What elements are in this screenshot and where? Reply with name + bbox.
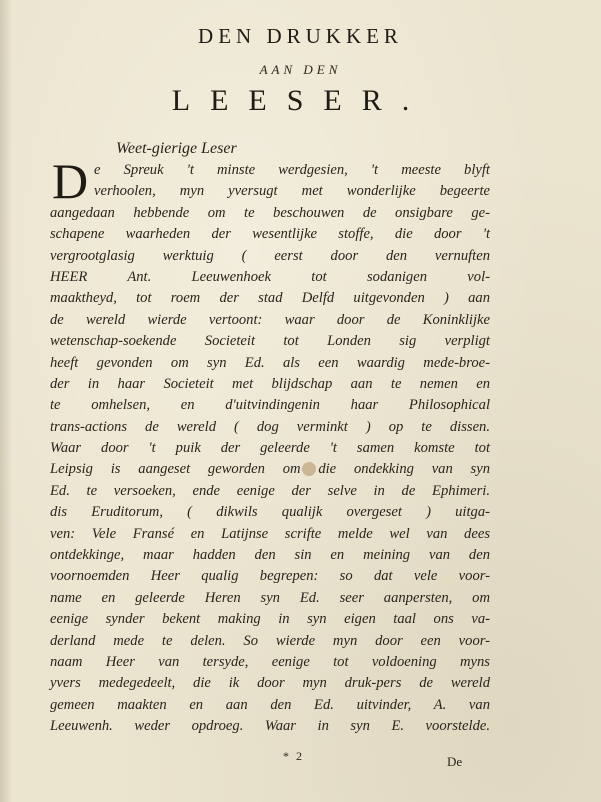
salutation: Weet-gierige Leser [116, 140, 237, 157]
paper-stain [302, 462, 316, 476]
text-line: maaktheyd, tot roem der stad Delfd uitgevonden ) aan [50, 290, 490, 307]
text-line: Leipsig is aangeset geworden om die ondekking van syn [50, 461, 490, 478]
text-line: e Spreuk 't minste werdgesien, 't meeste blyft [94, 162, 490, 178]
text-line: verhoolen, myn yversugt met wonderlijke begeerte [94, 183, 490, 200]
drop-cap: D [52, 153, 89, 209]
catchword: De [447, 754, 463, 769]
text-line: Leeuwenh. weder opdroeg. Waar in syn E. voorstelde. [50, 718, 490, 735]
text-line: gemeen maakten en aan den Ed. uitvinder, A. van [50, 696, 490, 713]
heading-aan-den: AAN DEN [259, 62, 342, 77]
text-line: aangedaan hebbende om te beschouwen de onsigbare ge- [50, 204, 490, 221]
text-line: name en geleerde Heren syn Ed. seer aanpersten, om [50, 589, 490, 606]
text-line: Ed. te versoeken, ende eenige der selve in de Ephimeri. [50, 482, 490, 499]
text-line: eenige synder bekent making in syn eigen taal ons va- [50, 611, 490, 628]
signature-mark: * 2 [283, 749, 304, 763]
text-line: Waar door 't puik der geleerde 't samen komste tot [50, 440, 490, 457]
text-line: HEER Ant. Leeuwenhoek tot sodanigen vol- [50, 268, 490, 285]
text-line: derland mede te delen. So wierde myn door een voor- [50, 632, 490, 649]
text-line: voornoemden Heer qualig begrepen: so dat vele voor- [50, 568, 490, 585]
text-line: trans-actions de wereld ( dog verminkt ) op te dissen. [50, 418, 490, 435]
text-line: heeft gevonden om syn Ed. als een waardig mede-broe- [50, 354, 490, 371]
text-line: yvers medegedeelt, die ik door myn druk-pers de wereld [50, 675, 490, 692]
text-line: schapene waarheden der wesentlijke stoffe, die door 't [50, 226, 490, 243]
text-line: der in haar Societeit met blijdschap aan te nemen en [50, 375, 490, 392]
text-line: vergrootglasig werktuig ( eerst door den vernuften [50, 247, 490, 264]
text-line: wetenschap-soekende Societeit tot Londen sig verpligt [50, 333, 490, 350]
body-paragraph [50, 160, 490, 738]
page-edge-shadow [0, 0, 12, 802]
text-line: ven: Vele Fransé en Latijnse scrifte melde wel van dees [50, 525, 490, 542]
heading-leeser: LEESER. [171, 84, 430, 117]
text-line: naam Heer van tersyde, eenige tot voldoening myns [50, 653, 490, 670]
text-line: de wereld wierde vertoont: waar door de Koninklijke [50, 311, 490, 328]
heading-den-drukker: DEN DRUKKER [198, 24, 403, 48]
text-line: dis Eruditorum, ( dikwils qualijk overgeset ) uitga- [50, 504, 490, 521]
text-line: te omhelsen, en d'uitvindingenin haar Philosophical [50, 397, 490, 414]
text-line: ontdekkinge, maar hadden den sin en meining van den [50, 547, 490, 564]
